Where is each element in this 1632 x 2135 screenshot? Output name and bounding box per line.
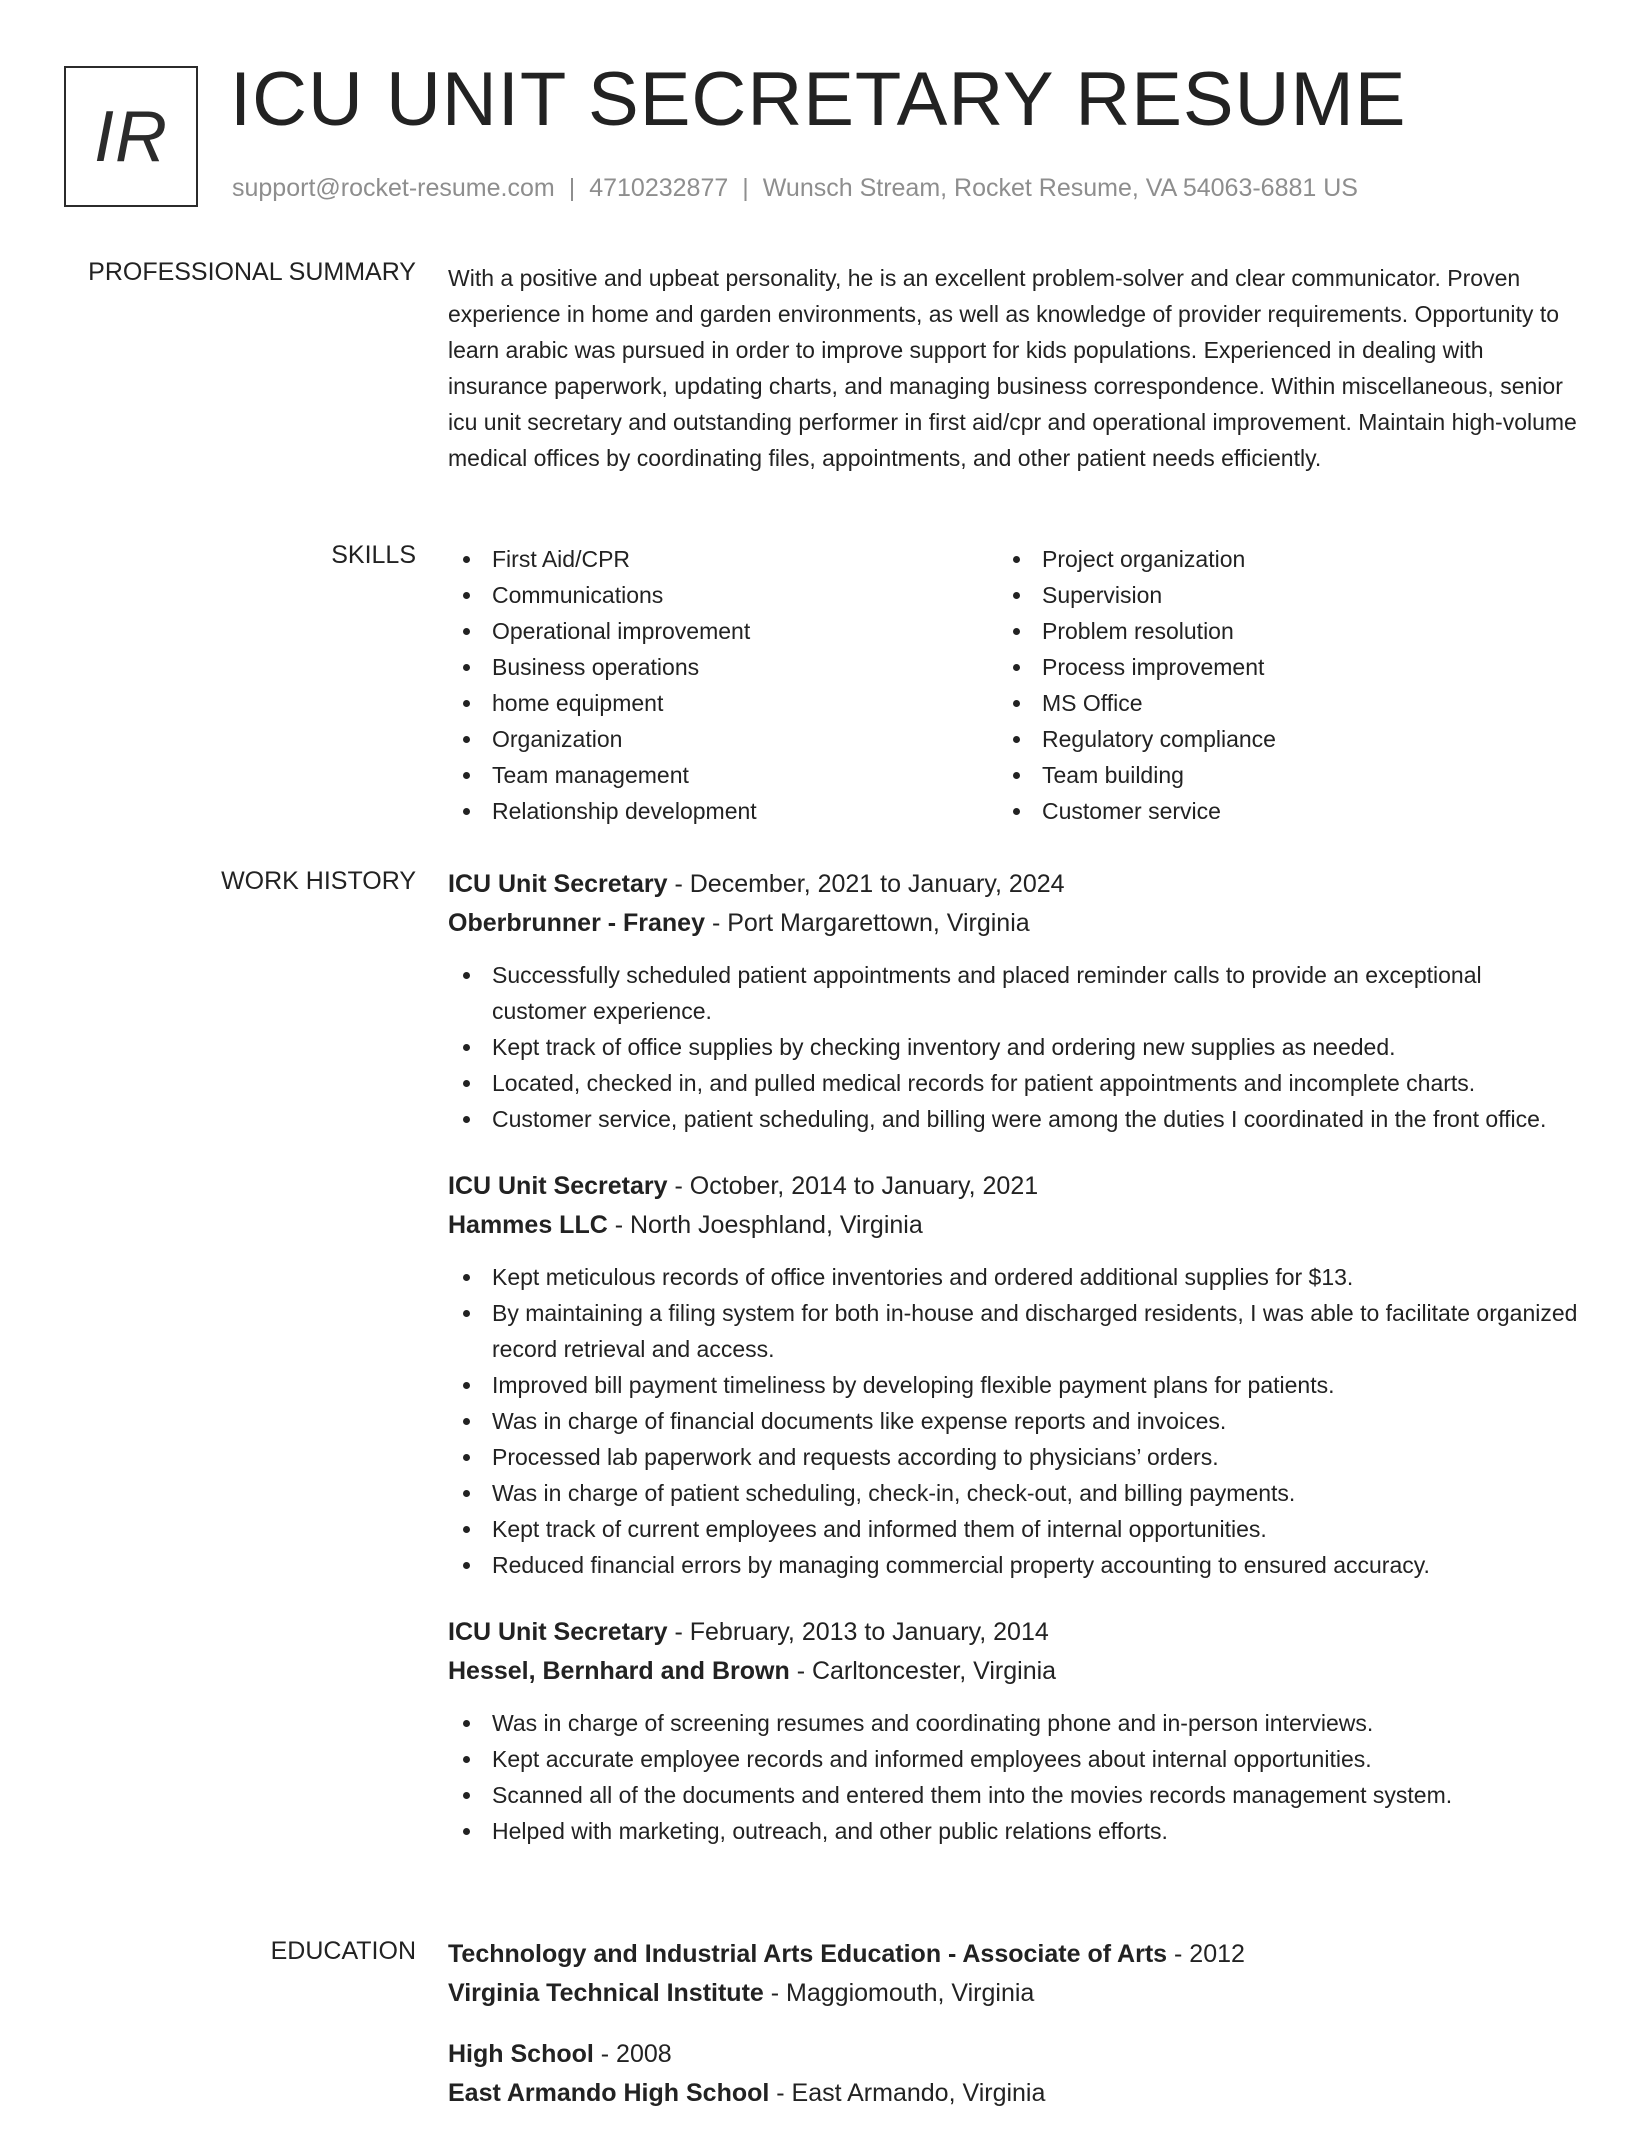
edu-degree-line: [448, 1935, 1578, 1974]
job-location: - Port Margarettown, Virginia: [705, 909, 1030, 937]
job-title: ICU Unit Secretary: [448, 1618, 668, 1646]
contact-line: [232, 174, 1358, 203]
job-bullets: [448, 957, 1578, 1137]
job-bullet: Was in charge of screening resumes and coordinating phone and in-person interviews.: [448, 1705, 1578, 1741]
section-label-summary: PROFESSIONAL SUMMARY: [88, 258, 416, 286]
contact-separator: |: [568, 174, 576, 202]
job-bullet: Located, checked in, and pulled medical records for patient appointments and incomplete charts.: [448, 1065, 1578, 1101]
monogram-initials: IR: [94, 96, 168, 177]
edu-school: Virginia Technical Institute: [448, 1979, 764, 2007]
job-bullet: Customer service, patient scheduling, and billing were among the duties I coordinated in the front office.: [448, 1101, 1578, 1137]
job-location: - Carltoncester, Virginia: [789, 1657, 1057, 1685]
job-bullet: Was in charge of financial documents like expense reports and invoices.: [448, 1403, 1578, 1439]
skill-item: Team building: [998, 757, 1548, 793]
job-title-line: [448, 1613, 1578, 1652]
edu-school: East Armando High School: [448, 2079, 770, 2107]
skill-item: Regulatory compliance: [998, 721, 1548, 757]
contact-phone[interactable]: 4710232877: [589, 174, 729, 202]
section-label-skills: SKILLS: [331, 541, 416, 569]
job-bullet: Kept track of office supplies by checking inventory and ordering new supplies as needed.: [448, 1029, 1578, 1065]
job-bullets: [448, 1705, 1578, 1849]
edu-degree: Technology and Industrial Arts Education - Associate of Arts: [448, 1940, 1168, 1968]
job-dates: - October, 2014 to January, 2021: [667, 1172, 1039, 1200]
edu-degree-line: [448, 2035, 1578, 2074]
contact-separator: |: [742, 174, 749, 202]
job-company-line: [448, 1206, 1578, 1245]
job-bullet: By maintaining a filing system for both in-house and discharged residents, I was able to facilitate organized record retrieval and access.: [448, 1295, 1578, 1367]
job-bullet: Kept track of current employees and informed them of internal opportunities.: [448, 1511, 1578, 1547]
skill-item: Customer service: [998, 793, 1548, 829]
skill-item: Business operations: [448, 649, 998, 685]
contact-address: Wunsch Stream, Rocket Resume, VA 54063-6881 US: [762, 174, 1358, 202]
education-body: [448, 1935, 1578, 2135]
skill-item: Problem resolution: [998, 613, 1548, 649]
education-entry: [448, 2035, 1578, 2113]
job-company: Oberbrunner - Franey: [448, 909, 705, 937]
skill-item: MS Office: [998, 685, 1548, 721]
section-label-education: EDUCATION: [270, 1937, 416, 1965]
skill-item: Operational improvement: [448, 613, 998, 649]
monogram-logo: [64, 66, 198, 207]
skill-item: Supervision: [998, 577, 1548, 613]
job-bullet: Processed lab paperwork and requests according to physicians’ orders.: [448, 1439, 1578, 1475]
job-bullet: Kept accurate employee records and informed employees about internal opportunities.: [448, 1741, 1578, 1777]
skill-item: Process improvement: [998, 649, 1548, 685]
job-title-line: [448, 865, 1578, 904]
skill-item: home equipment: [448, 685, 998, 721]
summary-body: [448, 260, 1578, 476]
edu-school-line: [448, 1974, 1578, 2013]
skills-body: [448, 541, 1578, 829]
skill-item: Team management: [448, 757, 998, 793]
education-entry: [448, 1935, 1578, 2013]
skill-item: Project organization: [998, 541, 1548, 577]
job-location: - North Joesphland, Virginia: [607, 1211, 923, 1239]
skills-column-left: [448, 541, 998, 829]
job-entry: [448, 865, 1578, 1137]
edu-location: - East Armando, Virginia: [769, 2079, 1046, 2107]
work-body: [448, 865, 1578, 1879]
skill-item: Relationship development: [448, 793, 998, 829]
job-bullet: Successfully scheduled patient appointments and placed reminder calls to provide an exceptional customer experience.: [448, 957, 1578, 1029]
job-bullet: Helped with marketing, outreach, and other public relations efforts.: [448, 1813, 1578, 1849]
skill-item: Communications: [448, 577, 998, 613]
job-bullet: Improved bill payment timeliness by developing flexible payment plans for patients.: [448, 1367, 1578, 1403]
edu-degree: High School: [448, 2040, 594, 2068]
job-dates: - February, 2013 to January, 2014: [667, 1618, 1049, 1646]
job-company-line: [448, 904, 1578, 943]
edu-school-line: [448, 2074, 1578, 2113]
job-bullet: Reduced financial errors by managing commercial property accounting to ensured accuracy.: [448, 1547, 1578, 1583]
section-label-work: WORK HISTORY: [221, 867, 416, 895]
job-title: ICU Unit Secretary: [448, 1172, 668, 1200]
job-entry: [448, 1167, 1578, 1583]
job-company: Hessel, Bernhard and Brown: [448, 1657, 790, 1685]
job-bullets: [448, 1259, 1578, 1583]
edu-location: - Maggiomouth, Virginia: [763, 1979, 1035, 2007]
skills-column-right: [998, 541, 1548, 829]
job-company-line: [448, 1652, 1578, 1691]
edu-year: - 2012: [1167, 1940, 1245, 1968]
job-bullet: Scanned all of the documents and entered them into the movies records management system.: [448, 1777, 1578, 1813]
job-title: ICU Unit Secretary: [448, 870, 668, 898]
job-entry: [448, 1613, 1578, 1849]
job-company: Hammes LLC: [448, 1211, 608, 1239]
skill-item: First Aid/CPR: [448, 541, 998, 577]
job-title-line: [448, 1167, 1578, 1206]
resume-title: ICU UNIT SECRETARY RESUME: [230, 57, 1407, 142]
job-bullet: Kept meticulous records of office inventories and ordered additional supplies for $13.: [448, 1259, 1578, 1295]
skill-item: Organization: [448, 721, 998, 757]
job-dates: - December, 2021 to January, 2024: [667, 870, 1065, 898]
summary-text: With a positive and upbeat personality, he is an excellent problem-solver and clear communicator. Proven experience in home and garden environments, as well as knowledge of provider requirements. Opportunity to learn arabic was pursued in order to improve support for kids populations. Experienced in dealing with insurance paperwork, updating charts, and managing business correspondence. Within miscellaneous, senior icu unit secretary and outstanding performer in first aid/cpr and operational improvement. Maintain high-volume medical offices by coordinating files, appointments, and other patient needs efficiently.: [448, 265, 1577, 471]
contact-email[interactable]: support@rocket-resume.com: [232, 174, 555, 202]
job-bullet: Was in charge of patient scheduling, check-in, check-out, and billing payments.: [448, 1475, 1578, 1511]
edu-year: - 2008: [593, 2040, 672, 2068]
